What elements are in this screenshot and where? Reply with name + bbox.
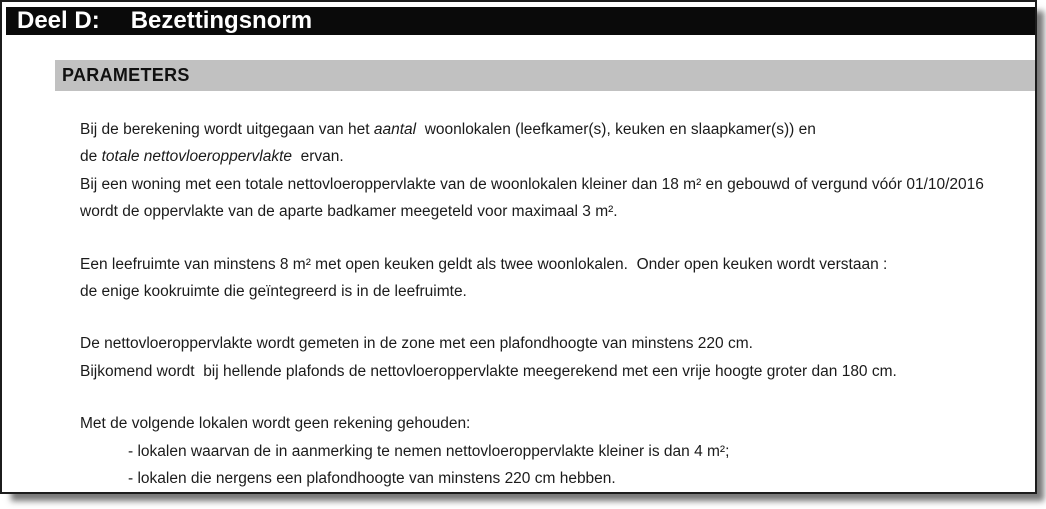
text-line	[80, 410, 1031, 437]
text-line	[80, 116, 1031, 143]
text-segment: wordt de oppervlakte van de aparte badkamer meegeteld voor maximaal 3 m².	[80, 203, 618, 221]
text-segment: woonlokalen (leefkamer(s), keuken en slaapkamer(s)) en	[416, 121, 816, 138]
part-label: Deel D:	[17, 7, 100, 34]
text-line	[80, 143, 1031, 170]
text-line	[80, 358, 1031, 385]
text-line	[80, 198, 1031, 225]
list-item	[80, 465, 1031, 492]
italic-term: aantal	[373, 121, 417, 138]
text-line	[80, 251, 1031, 278]
text-segment: De nettovloeroppervlakte wordt gemeten in de zone met een plafondhoogte van minstens 220 cm.	[80, 335, 753, 353]
text-segment: Bij de berekening wordt uitgegaan van het	[80, 121, 374, 138]
list-item	[80, 438, 1031, 465]
text-segment: de	[80, 148, 102, 166]
text-segment: Bij een woning met een totale nettovloeroppervlakte van de woonlokalen kleiner dan 18 m² en gebouwd of vergund vóór 01/10/2016	[80, 175, 984, 193]
paragraph-3	[80, 330, 1031, 385]
text-segment: ervan.	[292, 148, 344, 166]
text-segment: de enige kookruimte die geïntegreerd is in de leefruimte.	[80, 282, 467, 300]
italic-term: totale nettovloeroppervlakte	[101, 148, 292, 166]
parameters-heading-bar	[55, 60, 1035, 91]
parameters-heading: PARAMETERS	[62, 65, 190, 85]
text-segment: Met de volgende lokalen wordt geen rekening gehouden:	[80, 415, 471, 433]
part-title-bar	[6, 7, 1035, 35]
text-line	[80, 278, 1031, 305]
text-line	[80, 171, 1031, 198]
paragraph-4	[80, 410, 1031, 492]
paragraph-1	[80, 116, 1031, 226]
text-segment: Een leefruimte van minstens 8 m² met open keuken geldt als twee woonlokalen. Onder open keuken wordt verstaan :	[80, 255, 888, 273]
paragraph-2	[80, 251, 1031, 306]
text-segment: - lokalen waarvan de in aanmerking te nemen nettovloeroppervlakte kleiner is dan 4 m²;	[128, 442, 730, 460]
text-segment: - lokalen die nergens een plafondhoogte van minstens 220 cm hebben.	[128, 469, 616, 487]
body-text	[80, 116, 1031, 492]
text-line	[80, 330, 1031, 357]
part-title: Bezettingsnorm	[130, 7, 313, 34]
text-segment: Bijkomend wordt bij hellende plafonds de nettovloeroppervlakte meegerekend met een vrije hoogte groter dan 180 cm.	[80, 362, 897, 380]
